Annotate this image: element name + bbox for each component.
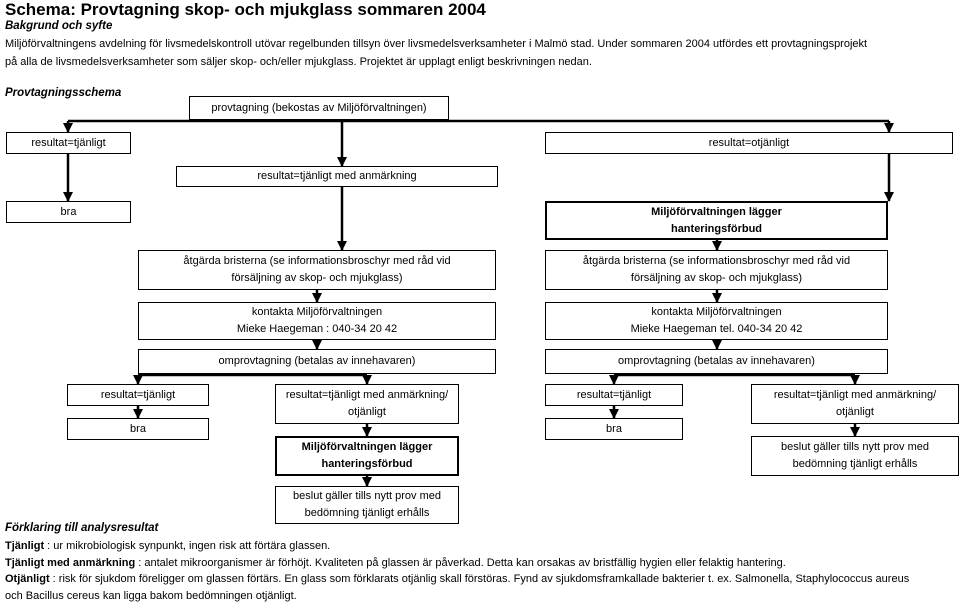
contact-right-line-2: Mieke Haegeman tel. 040-34 20 42 (630, 323, 803, 335)
r2-left-ok-text: resultat=tjänligt (100, 388, 176, 401)
legend-text-tjanligt: : ur mikrobiologisk synpunkt, ingen risk att förtära glassen. (44, 540, 331, 552)
retest-right-text: omprovtagning (betalas av innehavaren) (618, 355, 815, 367)
bra-box-2b (545, 418, 683, 440)
contact-box-left (138, 302, 496, 340)
decision-bottom-line-1: beslut gäller tills nytt prov med (293, 490, 441, 502)
legend-line-tjanligt (5, 540, 330, 552)
legend-term-otjanligt: Otjänligt (5, 573, 50, 585)
decision-bottom-line-2: bedömning tjänligt erhålls (304, 507, 430, 519)
legend-term-anmarkning: Tjänligt med anmärkning (5, 557, 136, 569)
result-ok-text: resultat=tjänligt (31, 136, 106, 149)
bra-2a-text: bra (130, 422, 146, 435)
sampling-text: provtagning (bekostas av Miljöförvaltningen) (211, 101, 427, 114)
r2-right-remark-line-2: otjänligt (836, 406, 874, 418)
retest-box-right (545, 349, 888, 374)
sampling-box (189, 96, 449, 120)
r2-right-ok-box (545, 384, 683, 406)
retest-box-left (138, 349, 496, 374)
fix-left-line-1: åtgärda bristerna (se informationsbroschyr med råd vid (183, 255, 451, 267)
legend-heading: Förklaring till analysresultat (5, 522, 159, 534)
bra-box-left (6, 201, 131, 223)
result-remark-text: resultat=tjänligt med anmärkning (257, 170, 417, 182)
r2-left-remark-line-2: otjänligt (348, 406, 386, 418)
r2-left-remark-line-1: resultat=tjänligt med anmärkning/ (285, 389, 449, 401)
legend-line-otjanligt-cont: och Bacillus cereus kan ligga bakom bedömningen otjänligt. (5, 590, 297, 602)
legend-text-otjanligt: : risk för sjukdom föreligger om glassen förtärs. En glass som förklarats otjänlig skall förstöras. Fynd av sjukdomsframkallade bakterier t. ex. Salmonella, Staphylococcus aureus (49, 573, 910, 585)
fix-right-line-1: åtgärda bristerna (se informationsbroschyr med råd vid (582, 255, 851, 267)
decision-right-line-2: bedömning tjänligt erhålls (792, 458, 918, 470)
fix-right-line-2: försäljning av skop- och mjukglass) (630, 272, 803, 284)
r2-right-remark-line-1: resultat=tjänligt med anmärkning/ (773, 389, 937, 401)
intro-line-1: Miljöförvaltningens avdelning för livsmedelskontroll utövar regelbunden tillsyn över livsmedelsverksamheter i Malmö stad. Under sommaren 2004 utfördes ett provtagningsprojekt (5, 38, 868, 50)
result-remark-box (176, 166, 498, 187)
retest-left-text: omprovtagning (betalas av innehavaren) (218, 355, 416, 367)
handling-right-line-2: hanteringsförbud (670, 222, 763, 235)
bra-box-2a (67, 418, 209, 440)
page-title: Schema: Provtagning skop- och mjukglass sommaren 2004 (5, 0, 486, 19)
contact-right-line-1: kontakta Miljöförvaltningen (651, 306, 782, 318)
result-ok-box (6, 132, 131, 154)
r2-left-remark-box (275, 384, 459, 424)
contact-left-line-2: Mieke Haegeman : 040-34 20 42 (236, 323, 398, 335)
fix-left-line-2: försäljning av skop- och mjukglass) (231, 272, 403, 284)
legend-line-anmarkning (5, 557, 786, 569)
intro-line-2: på alla de livsmedelsverksamheter som säljer skop- och/eller mjukglass. Projektet är upplagt enligt beskrivningen nedan. (5, 56, 592, 68)
decision-box-bottom (275, 486, 459, 524)
ban-left-line-1: Miljöförvaltningen lägger (301, 441, 433, 453)
contact-box-right (545, 302, 888, 340)
handling-ban-box-left (275, 436, 459, 476)
schema-heading: Provtagningsschema (5, 87, 122, 99)
ban-left-line-2: hanteringsförbud (321, 458, 413, 470)
section-heading: Bakgrund och syfte (5, 20, 113, 32)
legend-line-otjanligt (5, 573, 909, 585)
decision-box-right (751, 436, 959, 476)
result-bad-text: resultat=otjänligt (708, 136, 790, 149)
r2-right-ok-text: resultat=tjänligt (576, 388, 652, 401)
legend-text-anmarkning: : antalet mikroorganismer är förhöjt. Kvaliteten på glassen är påverkad. Detta kan orsakas av bristfällig hygien eller felaktig hantering. (135, 557, 786, 569)
fix-box-right (545, 250, 888, 290)
fix-box-left (138, 250, 496, 290)
bra-left-text: bra (60, 205, 77, 218)
bra-2b-text: bra (606, 422, 622, 435)
result-bad-box (545, 132, 953, 154)
legend-term-tjanligt: Tjänligt (5, 540, 45, 552)
contact-left-line-1: kontakta Miljöförvaltningen (251, 306, 383, 318)
handling-ban-box-right (545, 201, 888, 240)
r2-left-ok-box (67, 384, 209, 406)
decision-right-line-1: beslut gäller tills nytt prov med (781, 441, 929, 453)
handling-right-line-1: Miljöförvaltningen lägger (651, 205, 782, 218)
r2-right-remark-box (751, 384, 959, 424)
